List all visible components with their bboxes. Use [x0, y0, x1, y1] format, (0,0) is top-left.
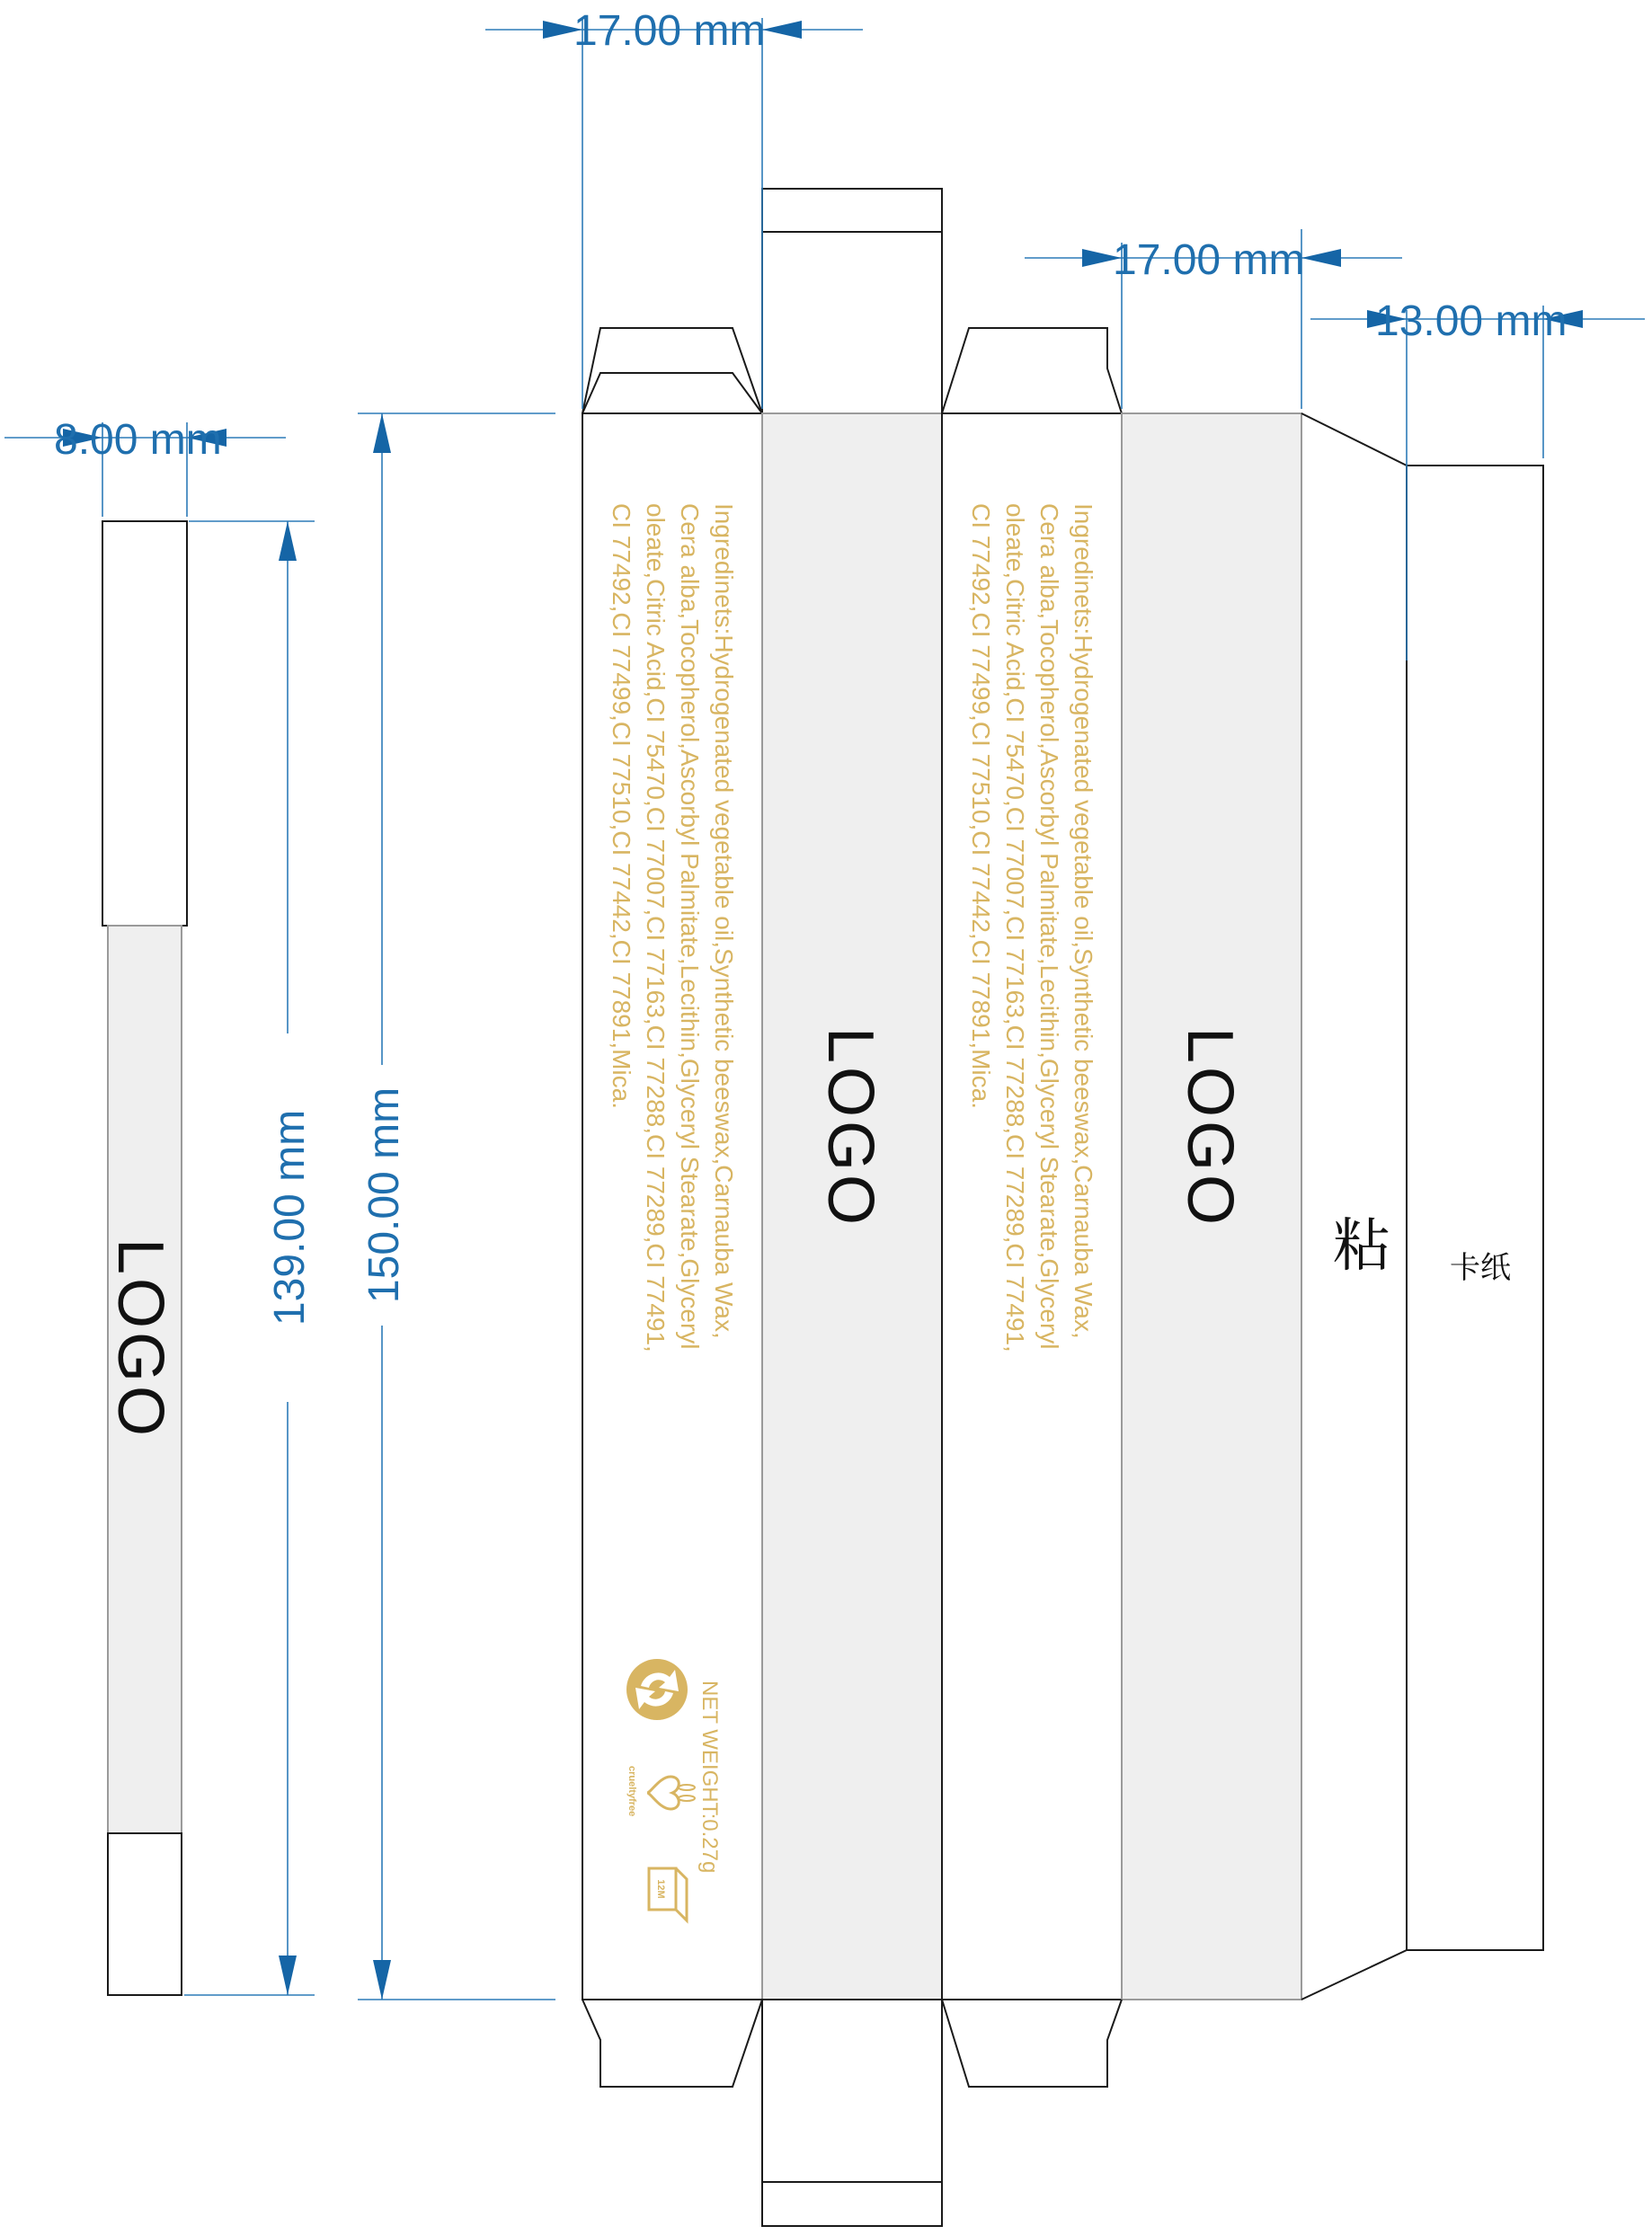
dimension-text-total: 150.00 mm: [360, 1086, 408, 1304]
dimension-text-side: 8.00 mm: [54, 416, 222, 464]
side-logo: LOGO: [104, 1237, 176, 1441]
pao-label: 12M: [655, 1879, 666, 1899]
bottom-tuck-flap: [762, 2000, 942, 2226]
ingredients-line-1: Ingredinets:Hydrogenated vegetable oil,Synthetic beeswax,Carnauba Wax,: [710, 503, 738, 1339]
ingredients-line-1: Ingredinets:Hydrogenated vegetable oil,Synthetic beeswax,Carnauba Wax,: [1070, 503, 1097, 1339]
dimension-text-inner: 139.00 mm: [266, 1109, 314, 1326]
bottom-flap-3: [942, 2000, 1122, 2087]
dimension-text-glue: 13.00 mm: [1375, 297, 1568, 345]
ingredients-line-2: Cera alba,Tocopherol,Ascorbyl Palmitate,Lecithin,Glyceryl Stearate,Glyceryl: [676, 503, 704, 1350]
ingredients-line-4: CI 77492,CI 77499,CI 77510,CI 77442,CI 77891,Mica.: [967, 503, 995, 1109]
ingredients-line-4: CI 77492,CI 77499,CI 77510,CI 77442,CI 77891,Mica.: [608, 503, 635, 1109]
ingredients-line-3: oleate,Citric Acid,CI 75470,CI 77007,CI 77163,CI 77288,CI 77289,CI 77491,: [642, 503, 670, 1353]
top-flap-1: [582, 373, 762, 413]
side-view: [102, 521, 187, 1995]
dimension-text-top: 17.00 mm: [573, 7, 766, 55]
ingredients-line-3: oleate,Citric Acid,CI 75470,CI 77007,CI 77163,CI 77288,CI 77289,CI 77491,: [1001, 503, 1029, 1353]
top-flap-3: [942, 328, 1122, 413]
dimension-total-height: [358, 413, 555, 2000]
panel-4-logo-text: LOGO: [1174, 1026, 1246, 1229]
dimension-inner-height: [184, 521, 315, 1995]
panel-2-logo-text: LOGO: [814, 1026, 886, 1229]
cardboard-insert: [1407, 466, 1543, 1950]
net-weight-label: NET WEIGHT:0.27g: [697, 1681, 722, 1874]
recycle-icon: [626, 1659, 688, 1720]
cardboard-label: 卡纸: [1450, 1250, 1511, 1286]
glue-label: 粘: [1333, 1213, 1390, 1280]
cruelty-free-label: crueltyfree: [626, 1766, 637, 1817]
bottom-flap-1: [582, 2000, 762, 2087]
dimension-text-mid: 17.00 mm: [1113, 236, 1305, 284]
top-flap-fill-left: [582, 328, 762, 413]
dimension-side-width: [4, 416, 286, 517]
ingredients-line-2: Cera alba,Tocopherol,Ascorbyl Palmitate,Lecithin,Glyceryl Stearate,Glyceryl: [1035, 503, 1063, 1350]
glue-tab: [1301, 413, 1407, 2000]
top-tuck-flap: [762, 189, 942, 413]
side-cap-top: [102, 521, 187, 926]
side-cap-bottom: [108, 1833, 182, 1995]
